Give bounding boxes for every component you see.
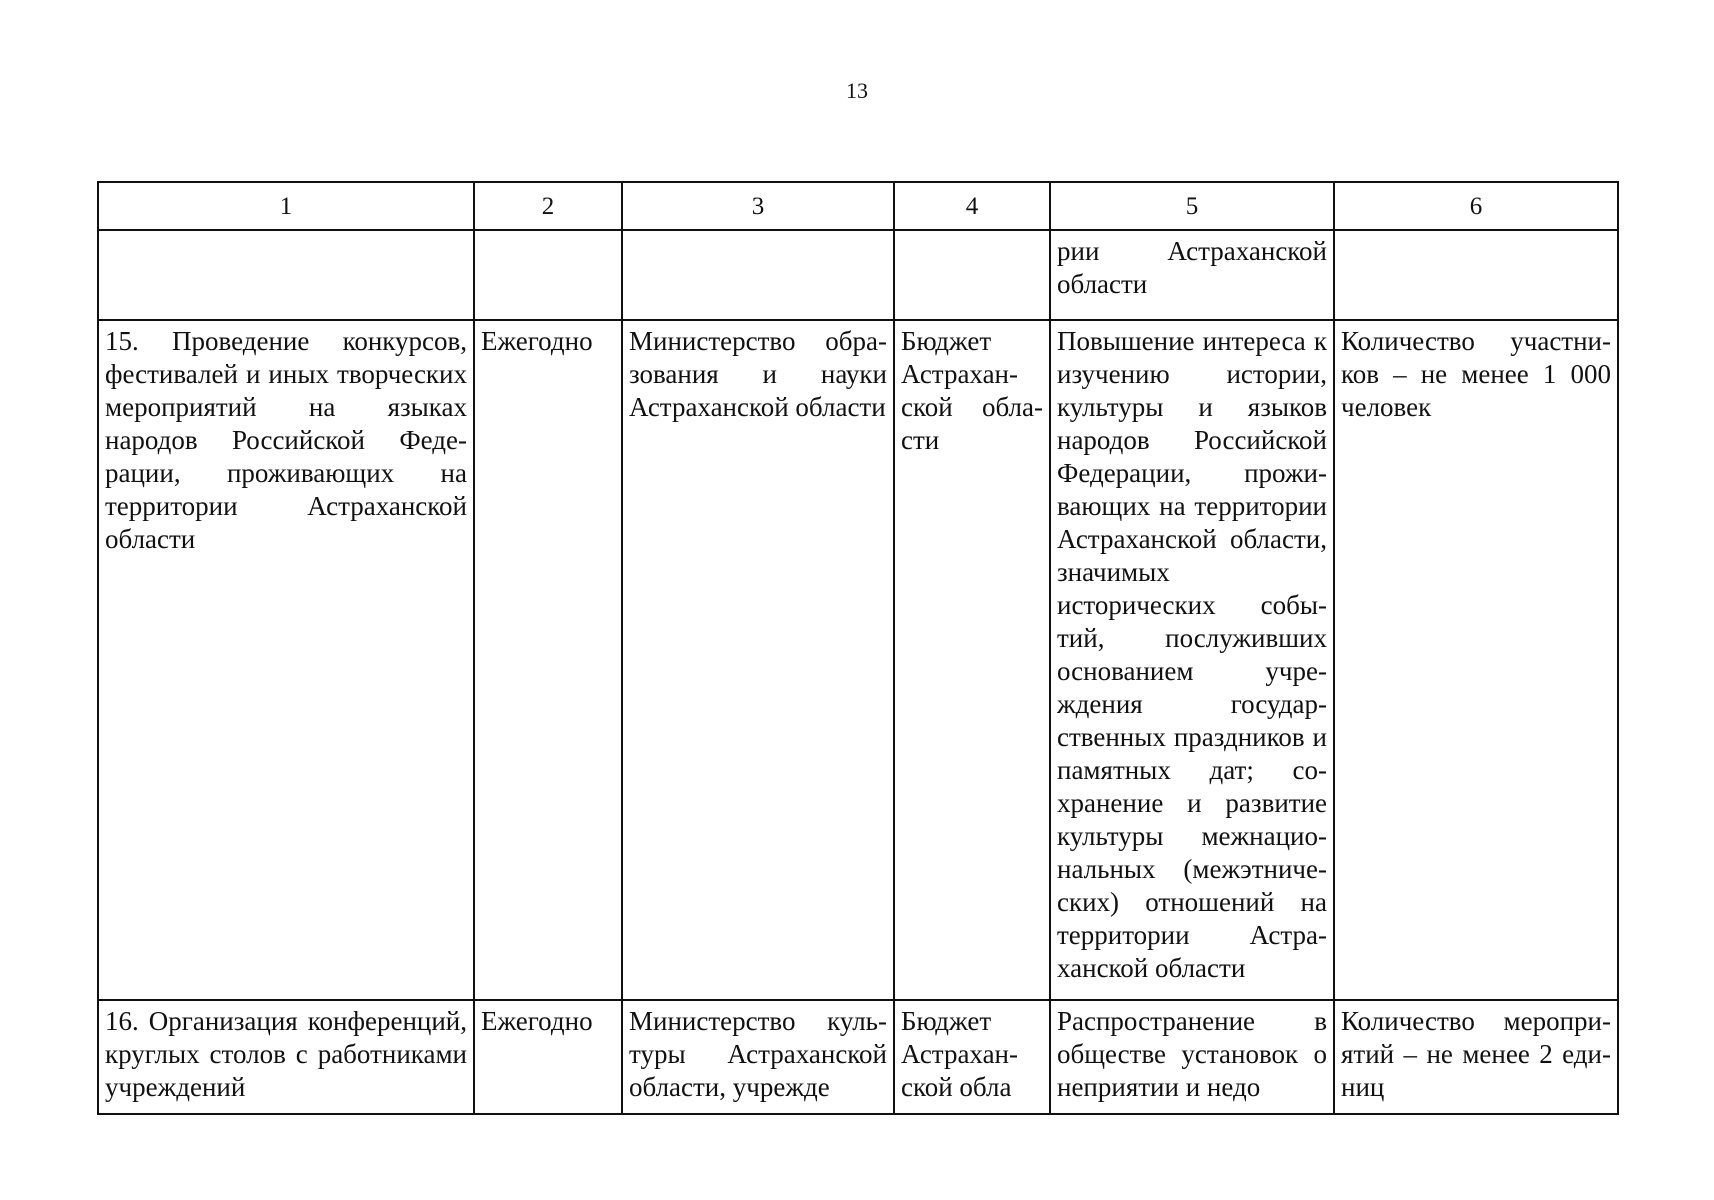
indicator-cell: Количество мероприятий – не менее 2 единиц	[1334, 1000, 1618, 1114]
result-cell: Распространение в обществе установок о неприятии и недо	[1050, 1000, 1334, 1114]
table-cell	[1334, 230, 1618, 320]
measures-table	[97, 181, 1619, 1115]
measure-name-cell: 15. Проведение конкурсов, фестивалей и иных творческих мероприятий на языках народов Российской Федерации, проживающих на территории Астраханской области	[98, 320, 474, 1000]
table-row	[98, 320, 1618, 1000]
funding-cell: Бюджет Астраханской области	[894, 320, 1050, 1000]
table-cell	[474, 230, 622, 320]
column-header: 2	[474, 182, 622, 230]
term-cell: Ежегодно	[474, 1000, 622, 1114]
table-header-row	[98, 182, 1618, 230]
continuation-row	[98, 230, 1618, 320]
funding-cell: Бюджет Астраханской обла	[894, 1000, 1050, 1114]
table-cell	[894, 230, 1050, 320]
table-cell	[98, 230, 474, 320]
table-row	[98, 1000, 1618, 1114]
executor-cell: Министерство образования и науки Астраханской области	[622, 320, 894, 1000]
executor-cell: Министерство культуры Астраханской области, учрежде	[622, 1000, 894, 1114]
result-cell: Повышение интереса к изучению истории, культуры и языков народов Российской Федерации, проживающих на территории Астраханской области, значимых исторических событий, послуживших основанием учреждения государственных праздников и памятных дат; сохранение и развитие культуры межнациональных (межэтнических) отношений на территории Астраханской области	[1050, 320, 1334, 1000]
term-cell: Ежегодно	[474, 320, 622, 1000]
column-header: 3	[622, 182, 894, 230]
page-number: 13	[846, 78, 868, 103]
column-header: 1	[98, 182, 474, 230]
measure-name-cell: 16. Организация конференций, круглых столов с работниками учреждений	[98, 1000, 474, 1114]
table-cell	[622, 230, 894, 320]
indicator-cell: Количество участников – не менее 1 000 человек	[1334, 320, 1618, 1000]
column-header: 5	[1050, 182, 1334, 230]
column-header: 4	[894, 182, 1050, 230]
column-header: 6	[1334, 182, 1618, 230]
table-cell: рии Астраханской области	[1050, 230, 1334, 320]
